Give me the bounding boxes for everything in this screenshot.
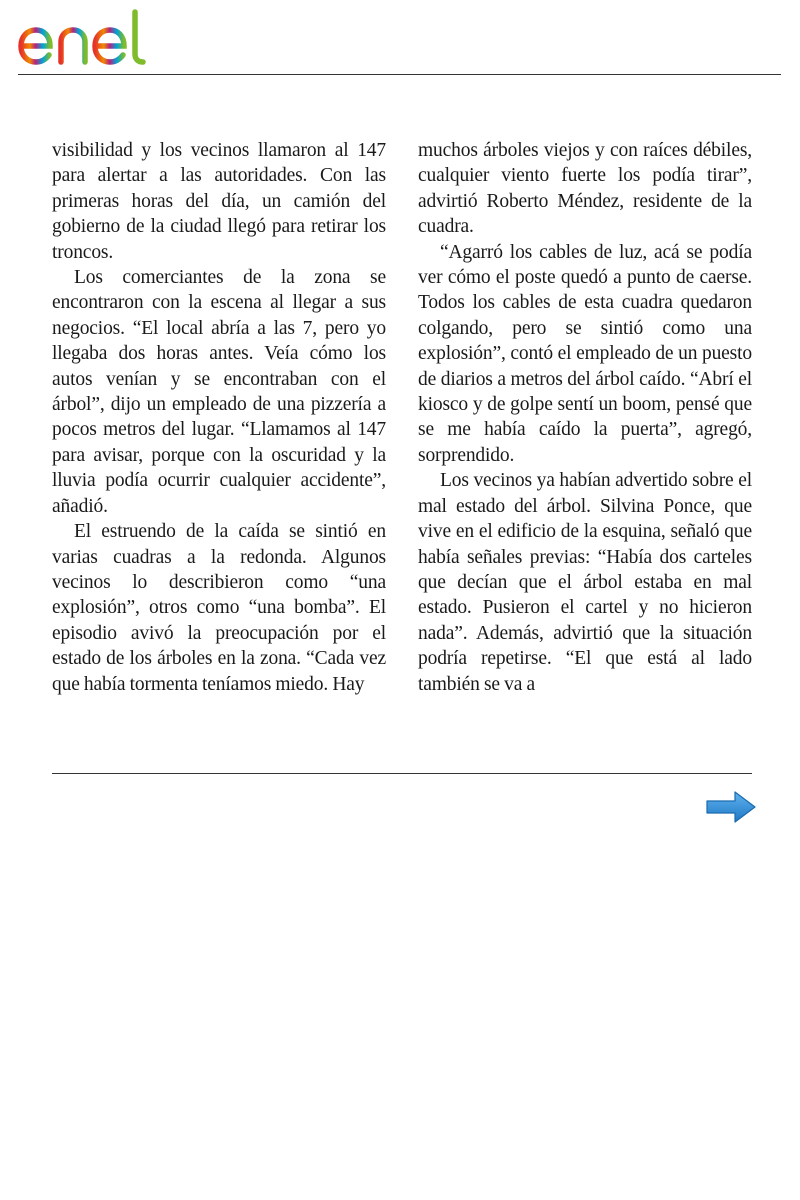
paragraph: Los comerciantes de la zona se encontraron con la escena al llegar a sus negocios. “El local abría a las 7, pero yo llegaba dos horas antes. Veía cómo los autos venían y se encontraban con el árbol”, dijo un empleado de una pizzería a pocos metros del lugar. “Llamamos al 147 para avisar, porque con la oscuridad y la lluvia podía ocurrir cualquier accidente”, añadió. — [52, 267, 386, 517]
paragraph: “Agarró los cables de luz, acá se podía ver cómo el poste quedó a punto de caerse. Todos los cables de esta cuadra quedaron colgando, pero se sintió como una explosión”, contó el empleado de un puesto de diarios a metros del árbol caído. “Abrí el kiosco y de golpe sentí un boom, pensé que se me había caído la puerta”, agregó, sorprendido. — [418, 241, 752, 466]
page-header — [0, 0, 800, 76]
paragraph: Los vecinos ya habían advertido sobre el mal estado del árbol. Silvina Ponce, que vive en el edificio de la esquina, señaló que había señales previas: “Había dos carteles que decían que el árbol estaba en mal estado. Pusieron el cartel y no hicieron nada”. Además, advirtió que la situación podría repetirse. “El que está al lado también se va a — [418, 470, 752, 695]
article-body — [52, 138, 752, 697]
article-bottom-divider — [52, 773, 752, 774]
header-divider — [18, 74, 781, 75]
paragraph: El estruendo de la caída se sintió en varias cuadras a la redonda. Algunos vecinos lo describieron como “una explosión”, otros como “una bomba”. El episodio avivó la preocupación por el estado de los árboles en la zona. “Cada vez que había tormenta teníamos miedo. Hay — [52, 521, 386, 695]
paragraph: visibilidad y los vecinos llamaron al 147 para alertar a las autoridades. Con las primeras horas del día, un camión del gobierno de la ciudad llegó para retirar los troncos. — [52, 140, 386, 263]
paragraph: muchos árboles viejos y con raíces débiles, cualquier viento fuerte los podía tirar”, advirtió Roberto Méndez, residente de la cuadra. — [418, 140, 752, 238]
arrow-right-icon[interactable] — [705, 790, 757, 824]
article-column-right — [418, 138, 752, 697]
enel-logo — [16, 6, 176, 68]
article-column-left — [52, 138, 386, 697]
